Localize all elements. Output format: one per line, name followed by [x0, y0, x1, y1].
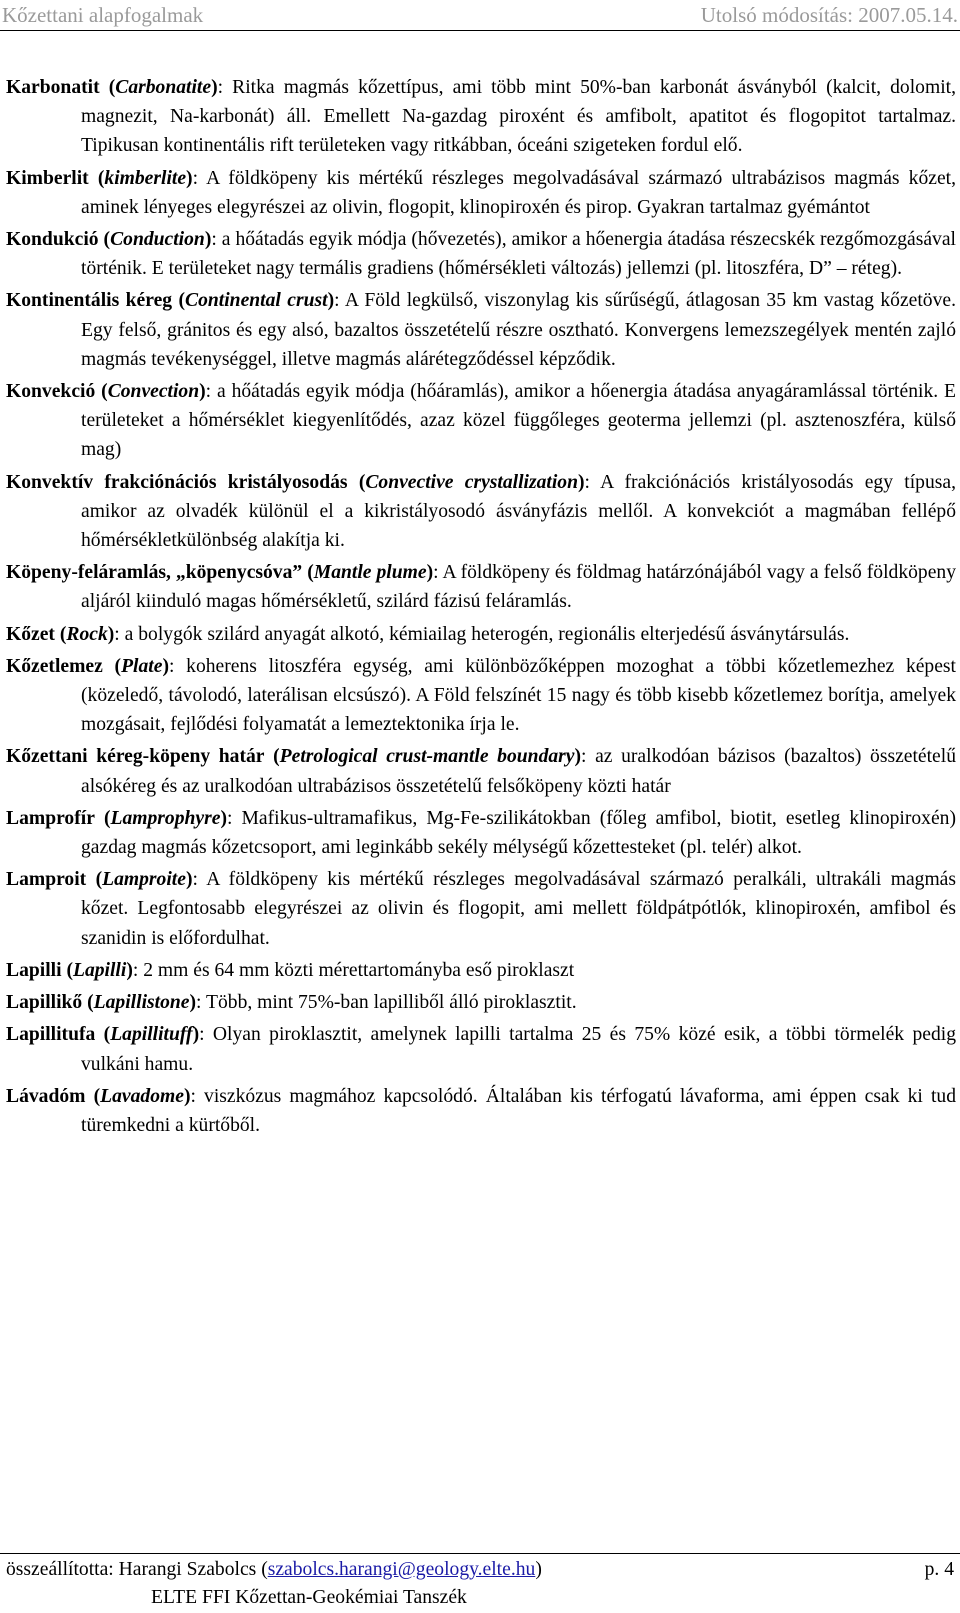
entry-translation: Lamprophyre: [110, 807, 221, 829]
glossary-entry: Karbonatit (Carbonatite): Ritka magmás kőzettípus, ami több mint 50%-ban karbonát ásványból (kalcit, dolomit, magnezit, Na-karbonát) áll. Emellett Na-gazdag piroxént és amfibolt, apatitot és flogopitot tartalmaz. Tipikusan kontinentális rift területeken vagy ritkábban, óceáni szigeteken fordul elő.: [6, 77, 957, 157]
entry-definition: A földköpeny kis mértékű részleges megolvadásával származó ultrabázisos magmás kőzet, aminek lényeges elegyrészei az olivin, flogopit, klinopiroxén és pirop. Gyakran tartalmaz gyémántot: [81, 167, 957, 218]
entry-definition: Olyan piroklasztit, amelynek lapilli tartalma 25 és 75% közé esik, a többi törmelék pedig vulkáni hamu.: [81, 1024, 956, 1075]
glossary-entry: Konvekció (Convection): a hőátadás egyik módja (hőáramlás), amikor a hőenergia átadása anyagáramlással történik. E területeket a hőmérséklet kiegyenlítődés, azaz közel függőleges geoterma jellemzi (pl. asztenoszféra, külső mag): [6, 381, 956, 461]
entry-translation: Lavadome: [100, 1085, 184, 1107]
entry-term: Lamproit: [6, 869, 87, 891]
entry-definition: A földköpeny és földmag határzónájából vagy a felső földköpeny aljáról kiinduló magas hőmérsékletű, szilárd fázisú feláramlás.: [81, 562, 956, 613]
entry-translation: Rock: [66, 623, 108, 645]
entry-translation: Plate: [121, 655, 163, 677]
glossary-entry: Kontinentális kéreg (Continental crust): A Föld legkülső, viszonylag kis sűrűségű, átlagosan 35 km vastag kőzetöve. Egy felső, gránitos és egy alsó, bazaltos összetételű részre osztható. Konvergens lemezszegélyek mentén zajló magmás tevékenységgel, illetve magmás alárétegződéssel képződik.: [6, 290, 956, 370]
glossary-entry: Kőzettani kéreg-köpeny határ (Petrological crust-mantle boundary): az uralkodóan bázisos (bazaltos) összetételű alsókéreg és az uralkodóan ultrabázisos összetételű felsőköpeny közti határ: [6, 746, 956, 797]
glossary-entry: Lávadóm (Lavadome): viszkózus magmához kapcsolódó. Általában kis térfogatú lávaforma, ami éppen csak ki tud türemkedni a kürtőből.: [6, 1085, 956, 1136]
entry-translation: kimberlite: [104, 167, 187, 189]
entry-translation: Continental crust: [185, 290, 328, 312]
entry-definition: a hőátadás egyik módja (hővezetés), amikor a hőenergia átadása részecskék rezgőmozgásával történik. E területeket nagy termális gradiens (hőmérsékleti változás) jellemzi (pl. litoszféra, D” – réteg).: [81, 229, 956, 280]
entry-term: Konvektív frakciónációs kristályosodás: [6, 471, 348, 493]
entry-definition: A földköpeny kis mértékű részleges megolvadásával származó peralkáli, ultrakáli magmás kőzet. Legfontosabb elegyrészei az olivin és flogopit, ami mellett földpátpótlók, klinopiroxén, amfibol és szanidin is előfordulhat.: [81, 869, 957, 949]
entry-term: Karbonatit: [6, 77, 100, 98]
compiled-by: [6, 1556, 542, 1584]
entry-term: Lapilli: [6, 959, 62, 981]
entry-term: Kondukció: [6, 229, 99, 251]
glossary-entry: Kőzetlemez (Plate): koherens litoszféra egység, ami különbözőképpen mozoghat a többi kőzetlemezhez képest (közeledő, távolodó, laterálisan elcsúszó). A Föld felszínét 15 nagy és több kisebb kőzetlemez borítja, amelyek mozgásait, fejlődési folyamatát a lemeztektonika írja le.: [6, 655, 956, 736]
entry-definition: Több, mint 75%-ban lapilliből álló piroklasztit.: [206, 992, 577, 1014]
entry-term: Köpeny-feláramlás, „köpenycsóva”: [6, 562, 303, 584]
entry-definition: A Föld legkülső, viszonylag kis sűrűségű, átlagosan 35 km vastag kőzetöve. Egy felső, gránitos és egy alsó, bazaltos összetételű részre osztható. Konvergens lemezszegélyek mentén zajló magmás tevékenységgel, illetve magmás alárétegződéssel képződik.: [81, 290, 956, 370]
entry-translation: Lapillituff: [110, 1024, 193, 1046]
entry-definition: A frakciónációs kristályosodás egy típusa, amikor az olvadék különül el a kikristályosodó ásványfázis mellől. A konvekciót a magmában fellépő hőmérsékletkülönbség alakítja ki.: [81, 471, 956, 552]
entry-term: Kontinentális kéreg: [6, 290, 173, 312]
entry-term: Lávadóm: [6, 1085, 86, 1107]
footer-divider: [0, 1553, 960, 1554]
entry-definition: viszkózus magmához kapcsolódó. Általában kis térfogatú lávaforma, ami éppen csak ki tud türemkedni a kürtőből.: [81, 1085, 956, 1136]
entry-term: Lamprofír: [6, 807, 95, 829]
entry-translation: Petrological crust-mantle boundary: [279, 746, 575, 768]
glossary-entry: Konvektív frakciónációs kristályosodás (Convective crystallization): A frakciónációs kristályosodás egy típusa, amikor az olvadék különül el a kikristályosodó ásványfázis mellől. A konvekciót a magmában fellépő hőmérsékletkülönbség alakítja ki.: [6, 471, 956, 552]
glossary-entry: Lapillitufa (Lapillituff): Olyan piroklasztit, amelynek lapilli tartalma 25 és 75% közé esik, a többi törmelék pedig vulkáni hamu.: [6, 1024, 956, 1075]
document-title: Kőzettani alapfogalmak: [2, 3, 204, 27]
entry-translation: Lapillistone: [93, 992, 190, 1014]
glossary-entry: Kondukció (Conduction): a hőátadás egyik módja (hővezetés), amikor a hőenergia átadása részecskék rezgőmozgásával történik. E területeket nagy termális gradiens (hőmérsékleti változás) jellemzi (pl. litoszféra, D” – réteg).: [6, 229, 956, 280]
entry-term: Konvekció: [6, 381, 96, 403]
entry-translation: Carbonatite: [115, 77, 212, 98]
entry-translation: Convective crystallization: [365, 471, 578, 493]
glossary-entry: Kimberlit (kimberlite): A földköpeny kis mértékű részleges megolvadásával származó ultrabázisos magmás kőzet, aminek lényeges elegyrészei az olivin, flogopit, klinopiroxén és pirop. Gyakran tartalmaz gyémántot: [6, 167, 957, 218]
entry-term: Kőzettani kéreg-köpeny határ: [6, 746, 265, 768]
glossary-entry: Köpeny-feláramlás, „köpenycsóva” (Mantle plume): A földköpeny és földmag határzónájából vagy a felső földköpeny aljáról kiinduló magas hőmérsékletű, szilárd fázisú feláramlás.: [6, 562, 956, 613]
header-divider: [0, 30, 960, 31]
page-footer: [0, 1556, 960, 1612]
entry-definition: a hőátadás egyik módja (hőáramlás), amikor a hőenergia átadása anyagáramlással történik. E területeket a hőmérséklet kiegyenlítődés, azaz közel függőleges geoterma jellemzi (pl. asztenoszféra, külső mag): [81, 381, 956, 461]
entry-definition: Mafikus-ultramafikus, Mg-Fe-szilikátokban (főleg amfibol, biotit, esetleg klinopiroxén) gazdag magmás kőzetcsoport, ami leginkább sekély mélységű kőzettesteket (pl. telér) alkot.: [81, 807, 957, 859]
glossary-entry: Lamproit (Lamproite): A földköpeny kis mértékű részleges megolvadásával származó peralkáli, ultrakáli magmás kőzet. Legfontosabb elegyrészei az olivin és flogopit, ami mellett földpátpótlók, klinopiroxén, amfibol és szanidin is előfordulhat.: [6, 869, 957, 949]
entry-translation: Convection: [107, 381, 200, 403]
entry-translation: Conduction: [110, 229, 205, 251]
page-number: p. 4: [924, 1559, 954, 1580]
glossary-entry: Lapillikő (Lapillistone): Több, mint 75%-ban lapilliből álló piroklasztit.: [6, 992, 577, 1014]
compiled-prefix: összeállította: Harangi Szabolcs (: [6, 1559, 268, 1580]
entry-term: Kőzet: [6, 623, 55, 645]
entry-translation: Mantle plume: [313, 562, 427, 584]
entry-definition: az uralkodóan bázisos (bazaltos) összetételű alsókéreg és az uralkodóan ultrabázisos összetételű felsőköpeny közti határ: [81, 746, 956, 797]
last-modified: Utolsó módosítás: 2007.05.14.: [700, 3, 958, 27]
entry-term: Lapillikő: [6, 992, 83, 1014]
glossary-list: [6, 73, 956, 1143]
page-header: [0, 0, 960, 30]
author-email-link[interactable]: szabolcs.harangi@geology.elte.hu: [267, 1559, 536, 1580]
glossary-entry: Kőzet (Rock): a bolygók szilárd anyagát alkotó, kémiailag heterogén, regionális elterjedésű ásványtársulás.: [6, 623, 850, 645]
glossary-entry: Lapilli (Lapilli): 2 mm és 64 mm közti mérettartományba eső piroklaszt: [6, 959, 575, 981]
entry-definition: a bolygók szilárd anyagát alkotó, kémiailag heterogén, regionális elterjedésű ásványtársulás.: [124, 623, 850, 645]
entry-term: Lapillitufa: [6, 1024, 96, 1046]
entry-translation: Lamproite: [102, 869, 186, 891]
entry-definition: Ritka magmás kőzettípus, ami több mint 50%-ban karbonát ásványból (kalcit, dolomit, magnezit, Na-karbonát) áll. Emellett Na-gazdag piroxént és amfibolt, apatitot és flogopitot tartalmaz. Tipikusan kontinentális rift területeken vagy ritkábban, óceáni szigeteken fordul elő.: [81, 77, 957, 157]
entry-term: Kőzetlemez: [6, 655, 103, 677]
entry-translation: Lapilli: [72, 959, 127, 981]
glossary-entry: Lamprofír (Lamprophyre): Mafikus-ultramafikus, Mg-Fe-szilikátokban (főleg amfibol, biotit, esetleg klinopiroxén) gazdag magmás kőzetcsoport, ami leginkább sekély mélységű kőzettesteket (pl. telér) alkot.: [6, 807, 957, 859]
entry-term: Kimberlit: [6, 167, 89, 189]
entry-definition: 2 mm és 64 mm közti mérettartományba eső piroklaszt: [143, 959, 575, 981]
institution: ELTE FFI Kőzettan-Geokémiai Tanszék: [151, 1587, 467, 1608]
entry-definition: koherens litoszféra egység, ami különbözőképpen mozoghat a többi kőzetlemezhez képest (közeledő, távolodó, laterálisan elcsúszó). A Föld felszínét 15 nagy és több kisebb kőzetlemez borítja, amelyek mozgásait, fejlődési folyamatát a lemeztektonika írja le.: [81, 655, 956, 736]
compiled-suffix: ): [535, 1559, 542, 1580]
